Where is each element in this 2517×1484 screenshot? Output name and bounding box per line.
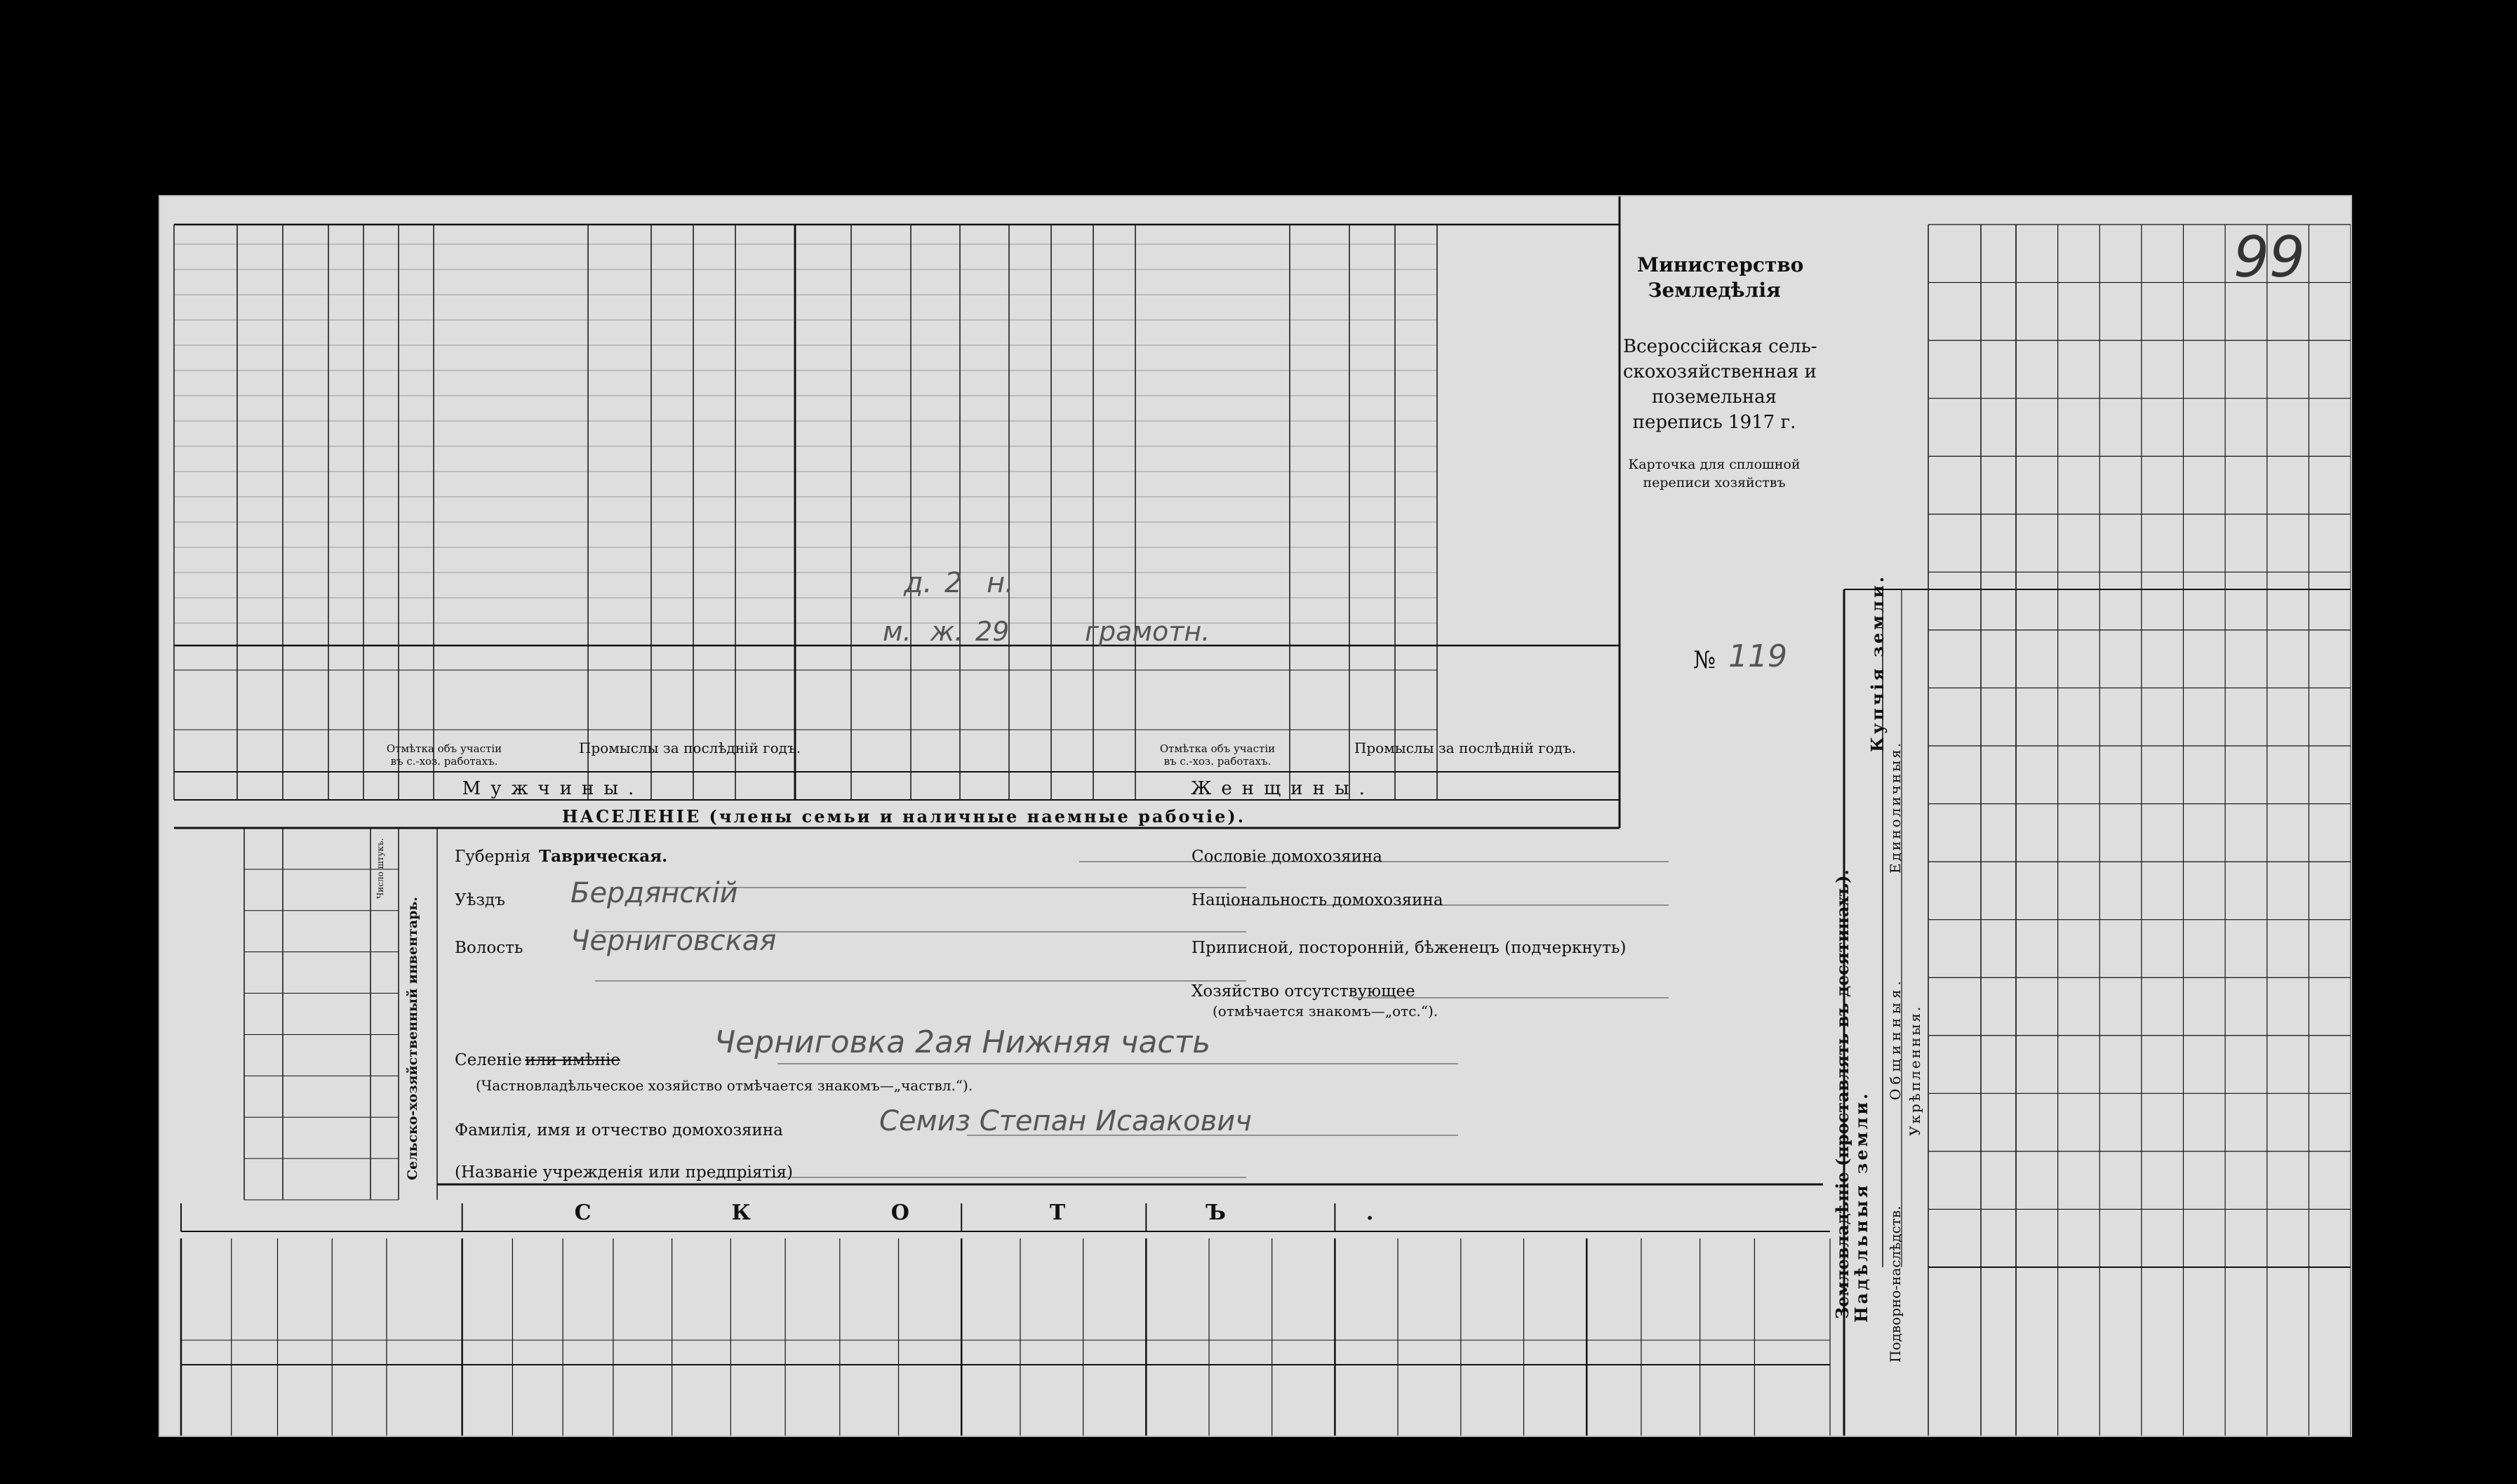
livestock-col-label <box>295 1247 315 1335</box>
householder-name-label: Фамилія, имя и отчество домохозяина <box>455 1121 783 1139</box>
livestock-col-label <box>1288 1247 1318 1335</box>
entry-female-relation: д. <box>904 567 933 599</box>
volost-label: Волость <box>455 939 523 957</box>
land-title-purchased: Купчія земли. <box>1867 573 1888 753</box>
livestock-col-label <box>1780 1247 1805 1335</box>
census-card <box>160 196 2351 1436</box>
livestock-col-label <box>194 1247 219 1335</box>
population-col-label <box>1058 676 1087 753</box>
livestock-col-label <box>1604 1247 1624 1335</box>
livestock-col-label <box>241 1247 267 1335</box>
livestock-col-label <box>1039 1247 1064 1335</box>
land-col-label <box>1931 343 1980 396</box>
land-row-label <box>2019 1273 2055 1427</box>
land-title-main: Землевладѣніе (проставлять въ десятинахъ). <box>1832 869 1852 1320</box>
volost-value: Черниговская <box>570 925 777 957</box>
land-col-label <box>1931 1154 1980 1207</box>
land-row-label <box>2144 1273 2181 1427</box>
land-row-label <box>2228 1273 2264 1427</box>
entry-wife-relation: ж. <box>930 616 963 647</box>
land-title-allotment: Надѣльныя земли. <box>1851 1090 1871 1323</box>
soslovie-label: Сословіе домохозяина <box>1191 848 1383 866</box>
entry-female-mark: н. <box>987 567 1014 599</box>
livestock-col-label <box>1099 1247 1130 1335</box>
absent-farm-note: (отмѣчается знакомъ—„отс.“). <box>1213 1003 1438 1020</box>
livestock-col-label <box>347 1247 372 1335</box>
land-col-label <box>1931 1096 1980 1149</box>
land-col-label <box>1931 864 1980 917</box>
women-label: Женщины. <box>1191 778 1375 799</box>
livestock-col-label <box>856 1247 881 1335</box>
uezd-label: Уѣздъ <box>455 891 505 909</box>
census-line1: Всероссійская сель- <box>1623 336 1817 357</box>
livestock-title: СКОТЪ. <box>574 1201 1514 1225</box>
livestock-col-label <box>525 1247 550 1335</box>
population-title: НАСЕЛЕНІЕ (члены семьи и наличные наемные рабочіе). <box>561 806 1246 827</box>
men-label: Мужчины. <box>462 778 644 799</box>
absent-farm-label: Хозяйство отсутствующее <box>1191 982 1415 1001</box>
population-col-label <box>332 676 361 753</box>
livestock-col-label <box>1479 1247 1504 1335</box>
census-line2: скохозяйственная и <box>1623 361 1817 382</box>
card-type-line2: переписи хозяйствъ <box>1643 475 1786 490</box>
livestock-col-label <box>1356 1247 1377 1335</box>
livestock-col-label <box>630 1247 655 1335</box>
card-type-line1: Карточка для сплошной <box>1628 457 1801 472</box>
householder-name-value: Семиз Степан Исаакович <box>879 1105 1252 1137</box>
livestock-col-label <box>914 1247 945 1335</box>
land-col-label <box>1931 749 1980 801</box>
sheet-number: 99 <box>2234 225 2305 290</box>
entry-m-mark: м. <box>883 616 912 647</box>
land-col-label <box>1931 980 1980 1033</box>
inventory-title: Сельско-хозяйственный инвентарь. <box>405 897 420 1180</box>
card-number-value: 119 <box>1728 639 1787 674</box>
status-label: Приписной, посторонній, бѣженецъ (подчеркнуть) <box>1191 939 1627 957</box>
livestock-col-label <box>1660 1247 1681 1335</box>
land-col-label <box>1931 1212 1980 1264</box>
selenie-label: Селеніе <box>455 1051 522 1069</box>
livestock-col-label <box>1420 1247 1440 1335</box>
land-podvor: Подворно-наслѣдств. <box>1887 1205 1904 1363</box>
land-row-label <box>2311 1273 2348 1427</box>
land-col-label <box>1931 633 1980 686</box>
entry-wife-literacy: грамотн. <box>1085 616 1210 647</box>
land-col-label <box>1931 401 1980 454</box>
group-farm-work-men: Отмѣтка объ участіи въ с.-хоз. работахъ. <box>386 742 502 768</box>
land-col-label <box>1931 575 1980 627</box>
land-obshch: Общинныя. <box>1887 977 1904 1100</box>
livestock-col-label <box>745 1247 770 1335</box>
ministry-title-line2: Земледѣлія <box>1648 279 1781 302</box>
entry-female-age: 2 <box>944 567 963 599</box>
entry-wife-age: 29 <box>975 616 1010 647</box>
selenie-struck-text: или имѣніе <box>525 1051 620 1069</box>
ministry-title-line1: Министерство <box>1637 253 1804 276</box>
gubernia-label: Губернія <box>455 848 531 866</box>
livestock-col-label <box>1165 1247 1190 1335</box>
nationality-label: Національность домохозяина <box>1191 891 1443 909</box>
land-row-label <box>2270 1273 2306 1427</box>
land-col-label <box>1931 517 1980 570</box>
gubernia-value: Таврическая. <box>539 847 668 866</box>
livestock-col-label <box>1714 1247 1740 1335</box>
land-row-label <box>2186 1273 2223 1427</box>
land-ukrepl: Укрѣпленныя. <box>1907 1004 1923 1136</box>
private-farm-note: (Частновладѣльческое хозяйство отмѣчается знакомъ—„частвл.“). <box>476 1077 973 1094</box>
land-row-label <box>2102 1273 2139 1427</box>
livestock-col-label <box>688 1247 714 1335</box>
selenie-value: Черниговка 2ая Нижняя часть <box>714 1024 1211 1060</box>
land-col-label <box>1931 459 1980 512</box>
census-line3: поземельная <box>1651 387 1777 408</box>
land-col-label <box>1931 1038 1980 1091</box>
population-col-label <box>1016 676 1045 753</box>
livestock-col-label <box>409 1247 440 1335</box>
uezd-value: Бердянскій <box>570 877 738 909</box>
livestock-col-label <box>978 1247 1003 1335</box>
land-col-label <box>1931 227 1980 280</box>
group-trades-women: Промыслы за послѣдній годъ. <box>1354 740 1577 756</box>
group-farm-work-women: Отмѣтка объ участіи въ с.-хоз. работахъ. <box>1159 742 1276 768</box>
livestock-col-label <box>474 1247 500 1335</box>
group-trades-men: Промыслы за послѣдній годъ. <box>578 740 801 756</box>
land-edinol: Единоличныя. <box>1887 740 1904 874</box>
livestock-col-label <box>803 1247 823 1335</box>
inventory-count-header: Число штукъ. <box>375 838 385 900</box>
census-line4: перепись 1917 г. <box>1632 412 1796 433</box>
land-col-label <box>1931 286 1980 338</box>
land-row-label <box>2061 1273 2097 1427</box>
land-col-label <box>1931 807 1980 860</box>
livestock-col-label <box>1228 1247 1253 1335</box>
livestock-col-label <box>1540 1247 1570 1335</box>
population-col-label <box>970 676 999 753</box>
population-col-label <box>367 676 396 753</box>
institution-label: (Названіе учрежденія или предпріятія) <box>455 1163 793 1182</box>
population-col-label <box>402 676 431 753</box>
card-number-label: № <box>1693 646 1716 674</box>
land-col-label <box>1931 690 1980 743</box>
livestock-col-label <box>575 1247 601 1335</box>
land-col-label <box>1931 923 1980 975</box>
